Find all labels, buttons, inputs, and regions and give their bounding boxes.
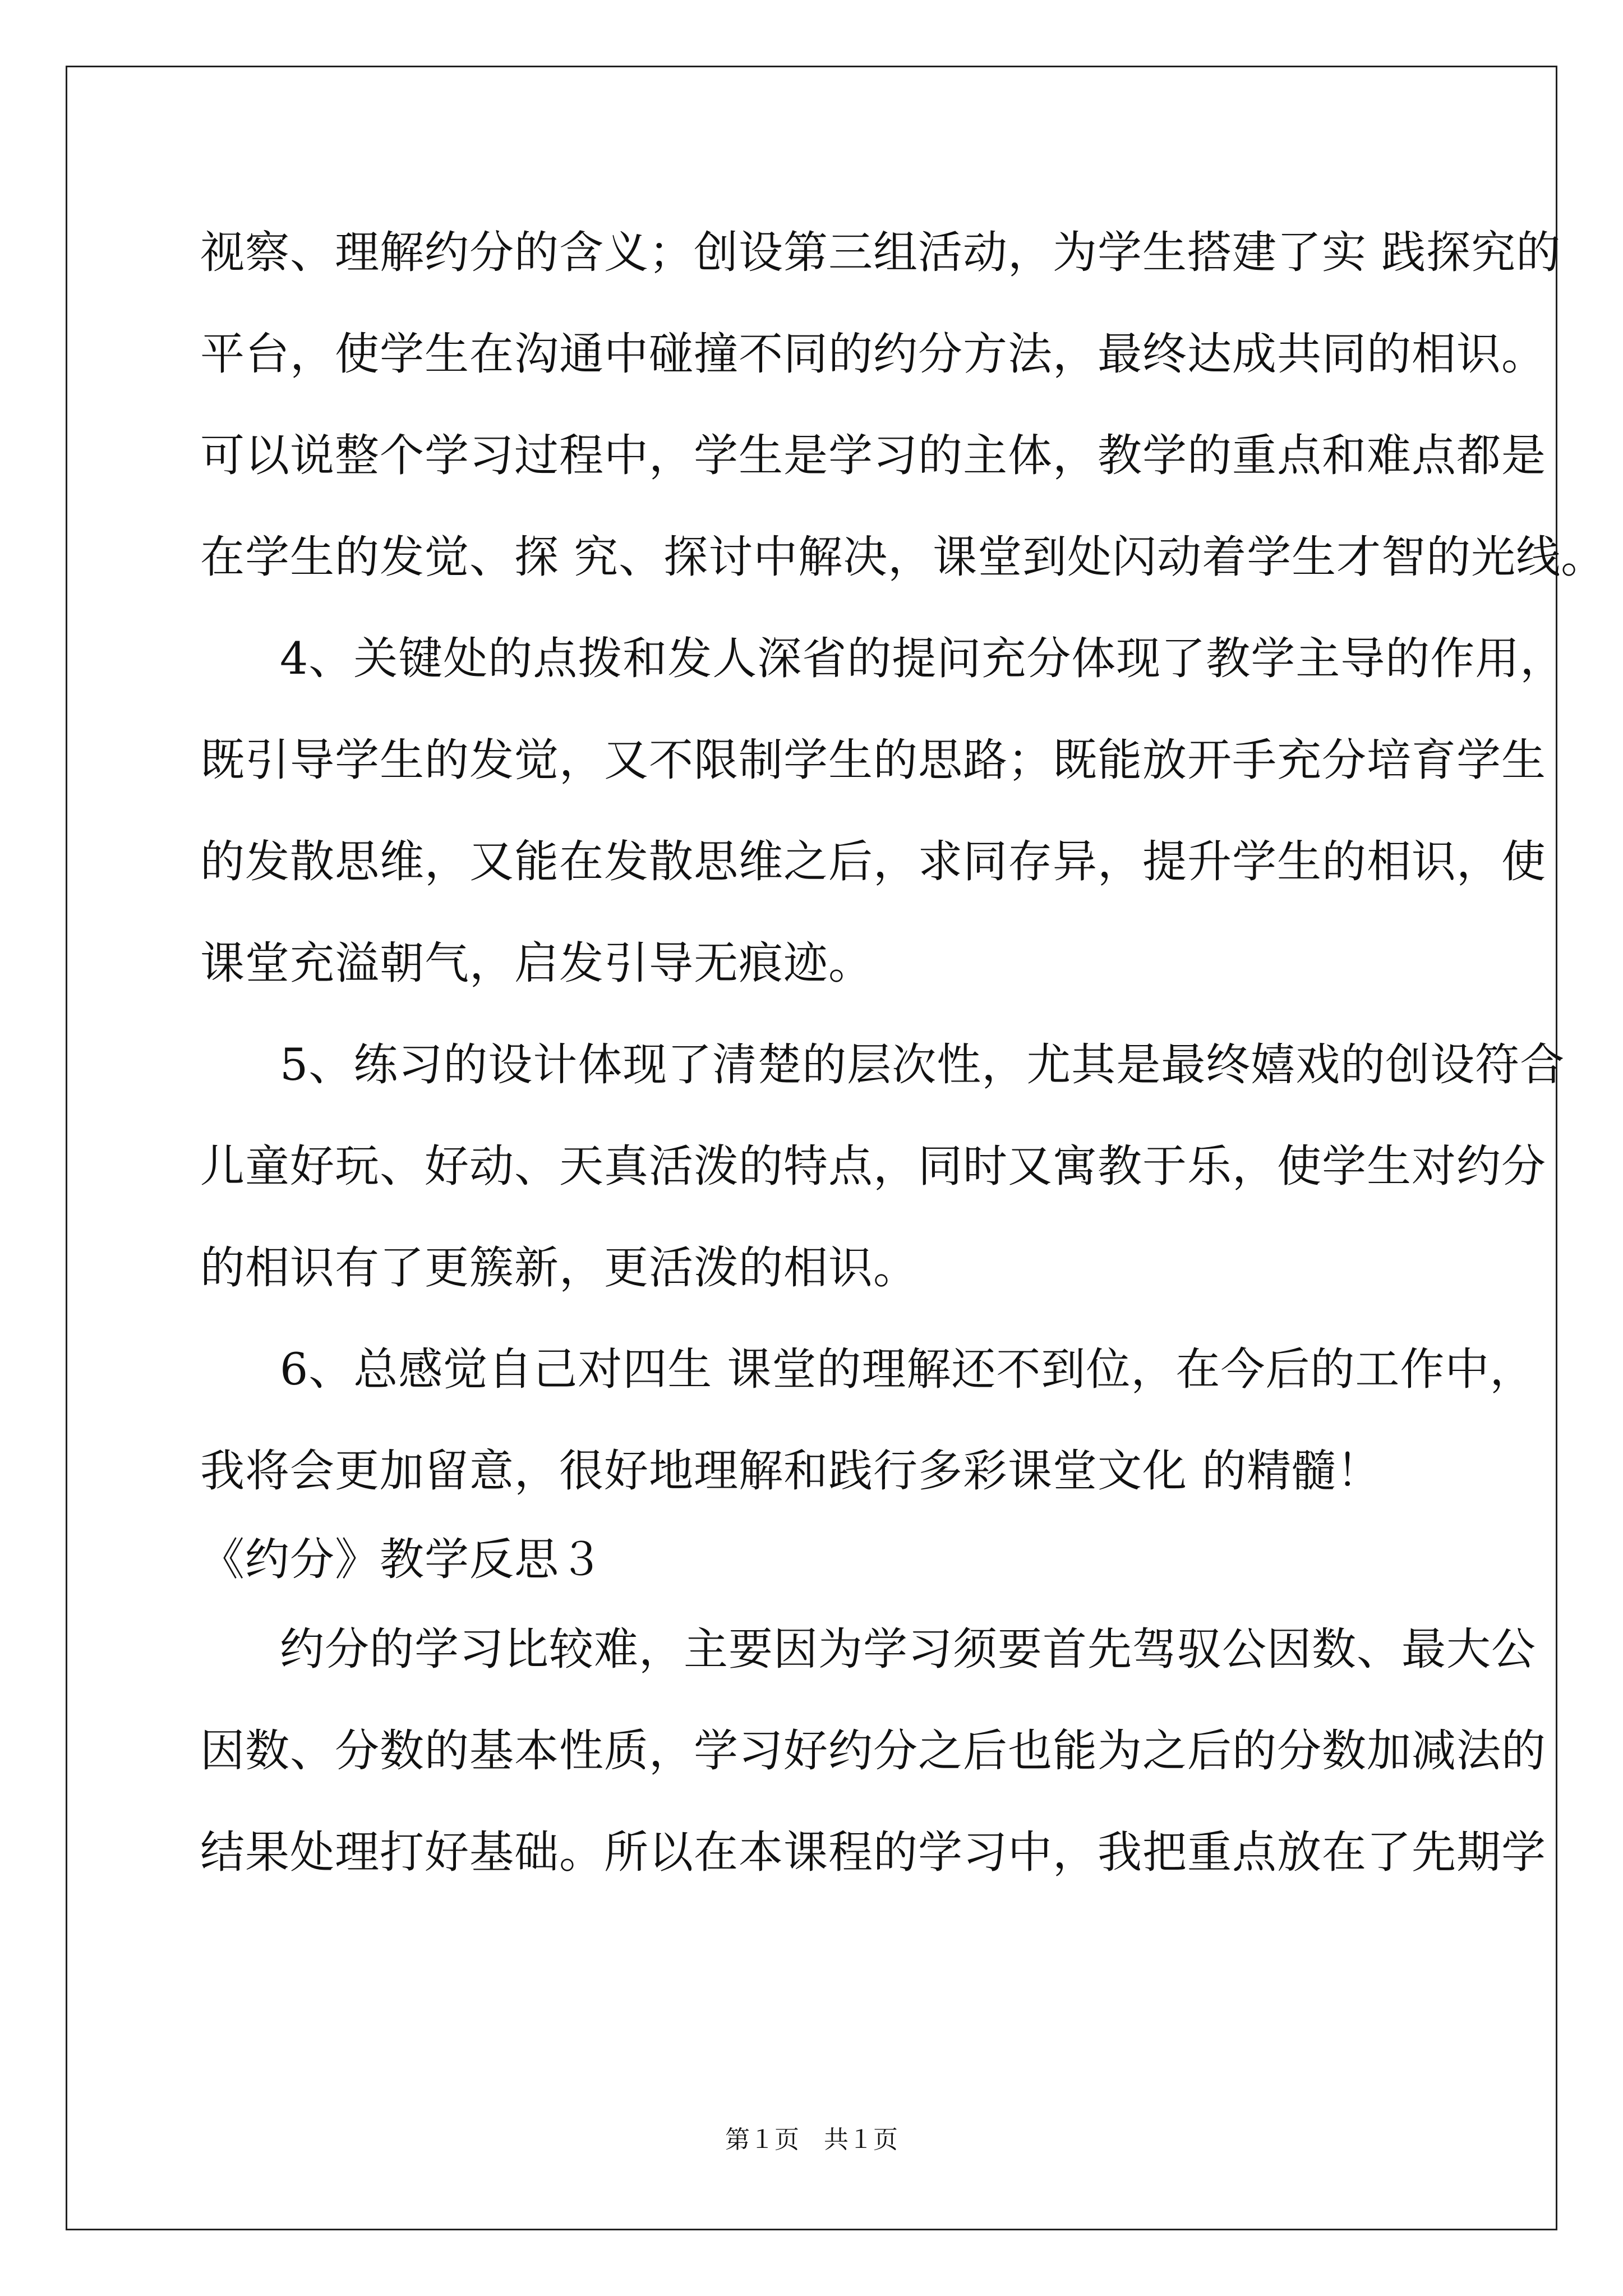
text-line: 的发散思维，又能在发散思维之后，求同存异，提升学生的相识，使 bbox=[200, 836, 1546, 887]
text-line: 平台，使学生在沟通中碰撞不同的约分方法，最终达成共同的相识。 bbox=[200, 328, 1546, 380]
paragraph-6-start: 6、总感觉自己对四生 课堂的理解还不到位，在今后的工作中， bbox=[280, 1343, 1535, 1395]
text-line: 课堂充溢朝气，启发引导无痕迹。 bbox=[200, 937, 873, 989]
text-line: 因数、分数的基本性质，学习好约分之后也能为之后的分数加减法的 bbox=[200, 1725, 1546, 1777]
text-line: 儿童好玩、好动、天真活泼的特点，同时又寓教于乐，使学生对约分 bbox=[200, 1140, 1546, 1192]
text-line: 我将会更加留意，很好地理解和践行多彩课堂文化 的精髓！ bbox=[200, 1445, 1382, 1497]
paragraph-4-start: 4、关键处的点拨和发人深省的提问充分体现了教学主导的作用， bbox=[280, 633, 1565, 684]
text-line: 可以说整个学习过程中，学生是学习的主体，教学的重点和难点都是 bbox=[200, 430, 1546, 481]
text-line: 在学生的发觉、探 究、探讨中解决，课堂到处闪动着学生才智的光线。 bbox=[200, 531, 1606, 583]
text-line: 既引导学生的发觉，又不限制学生的思路；既能放开手充分培育学生 bbox=[200, 734, 1546, 786]
paragraph-start: 约分的学习比较难，主要因为学习须要首先驾驭公因数、最大公 bbox=[280, 1623, 1536, 1675]
paragraph-5-start: 5、练习的设计体现了清楚的层次性，尤其是最终嬉戏的创设符合 bbox=[280, 1039, 1565, 1091]
page-number: 第１页 共１页 bbox=[725, 2125, 898, 2154]
section-heading: 《约分》教学反思３ bbox=[200, 1534, 604, 1585]
text-line: 结果处理打好基础。所以在本课程的学习中，我把重点放在了先期学 bbox=[200, 1826, 1546, 1878]
text-line: 视察、理解约分的含义；创设第三组活动，为学生搭建了实 践探究的 bbox=[200, 227, 1561, 278]
text-line: 的相识有了更簇新，更活泼的相识。 bbox=[200, 1242, 918, 1294]
